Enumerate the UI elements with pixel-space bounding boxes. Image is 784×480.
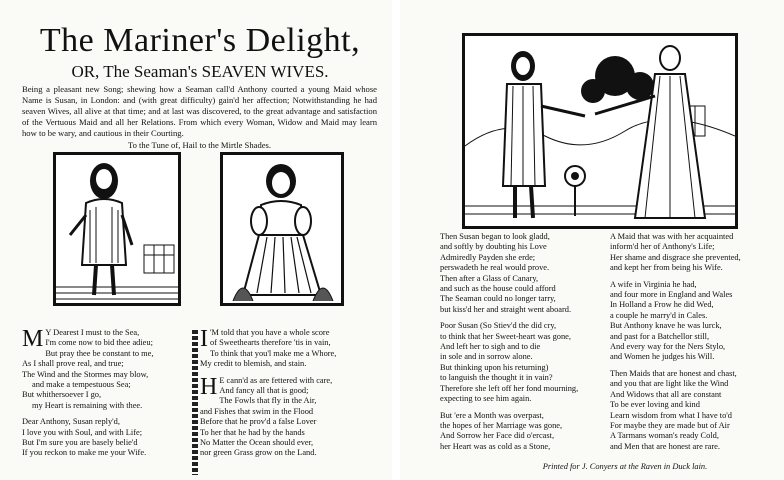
verse-line: But Anthony knave he was lurck, — [610, 321, 722, 331]
verse-line: But pray thee be constant to me, — [45, 348, 154, 358]
verse-line: The Seaman could no longer tarry, — [440, 294, 556, 304]
verse-line: A Maid that was with her acquainted — [610, 232, 734, 241]
stanza — [440, 411, 600, 453]
ballad-title: The Mariner's Delight, — [39, 22, 361, 59]
verse-line: but kiss'd her and straight went aboard. — [440, 304, 572, 314]
verse-line: No Matter the Ocean should ever, — [200, 438, 314, 448]
verse-line: and Men that are honest are rare. — [610, 441, 720, 451]
verse-line: and such as the house could afford — [440, 284, 556, 294]
verse-line: of Sweethearts therefore 'tis in vain, — [210, 338, 331, 348]
verse-line: But thinking upon his returning) — [440, 362, 549, 372]
verse-line: Then after a Glass of Canary, — [440, 273, 539, 283]
verse-line: To think that you'l make me a Whore, — [210, 348, 337, 358]
verse-line: Before that he prov'd a false Lover — [200, 417, 317, 427]
verse-line: Her shame and disgrace she prevented, — [610, 252, 741, 262]
verse-line: and past for a Batchellor still, — [610, 331, 710, 341]
verse-line: and kept her from being his Wife. — [610, 263, 723, 273]
verse-line: and Fishes that swim in the Flood — [200, 406, 314, 416]
stanza — [610, 369, 780, 452]
verse-line: The Fowls that fly in the Air, — [219, 396, 317, 406]
verse-line: Poor Susan (So Stiev'd the did cry, — [440, 321, 557, 331]
verse-line: The Wind and the Stormes may blow, — [22, 369, 149, 379]
woodcut-woman — [220, 152, 344, 306]
verse-line: And fancy all that is good; — [219, 386, 309, 396]
verse-line: To be ever loving and kind — [610, 400, 700, 410]
verse-line: For maybe they are made but of Air — [610, 420, 730, 430]
column-rule — [192, 330, 198, 475]
tune-line: To the Tune of, Hail to the Mirtle Shades. — [127, 140, 272, 150]
verse-line: Then Maids that are honest and chast, — [610, 368, 737, 378]
page-fold — [392, 0, 400, 480]
ballad-subtitle: OR, The Seaman's SEAVEN WIVES. — [71, 62, 329, 81]
verse-column-2 — [200, 328, 380, 465]
verse-line: my Heart is remaining with thee. — [32, 400, 143, 410]
verse-line: Learn wisdom from what I have to'd — [610, 410, 732, 420]
stanza — [610, 280, 780, 363]
verse-line: perswadeth he real would prove. — [440, 263, 550, 273]
stanza — [200, 328, 380, 370]
verse-column-3 — [440, 232, 600, 458]
verse-line: the hopes of her Marriage was gone, — [440, 420, 563, 430]
verse-line: her Heart was as cold as a Stone, — [440, 441, 551, 451]
verse-line: expecting to see him again. — [440, 394, 532, 404]
verse-line: If you reckon to make me your Wife. — [22, 448, 147, 458]
verse-line: Dear Anthony, Susan reply'd, — [22, 417, 120, 427]
verse-line: E cann'd as are fettered with care, — [219, 375, 333, 385]
verse-line: And every way for the Ners Stylo, — [610, 342, 726, 352]
verse-line: But 'ere a Month was overpast, — [440, 410, 544, 420]
verse-line: And left her to sigh and to die — [440, 342, 541, 352]
woodcut-man — [53, 152, 181, 306]
stanza — [22, 328, 187, 411]
verse-column-4 — [610, 232, 780, 458]
intro-paragraph: Being a pleasant new Song; shewing how a Seaman call'd Anthony courted a young Maid whose Name is Susan, in London: and (with great difficulty) gain'd her affection; Notwithstanding he had seaven Wives, all alive at that time; and at last was discovered, to the great advantage and satisfaction of the Vertuous Maid and all her Relations. From which every Woman, Widow and Maid may learn how to be wary, and cautious in their Courting. — [22, 84, 377, 138]
verse-line: Admiredly Payden she erde; — [440, 252, 536, 262]
verse-line: Then Susan began to look gladd, — [440, 232, 550, 241]
drop-cap: I — [200, 326, 208, 352]
verse-line: I'm come now to bid thee adieu; — [45, 338, 153, 348]
verse-line: In Holland a Frow he did Wed, — [610, 300, 714, 310]
verse-line: And Sorrow her Face did o'ercast, — [440, 431, 555, 441]
verse-column-1 — [22, 328, 187, 465]
verse-line: To her that he had by the hands — [200, 427, 305, 437]
verse-line: and you that are light like the Wind — [610, 379, 729, 389]
stanza — [610, 232, 780, 274]
verse-line: a couple he marry'd in Cales. — [610, 310, 708, 320]
verse-line: 'M told that you have a whole score — [210, 328, 330, 337]
verse-line: inform'd her of Anthony's Life; — [610, 242, 715, 252]
verse-line: Therefore she left off her fond mourning, — [440, 383, 579, 393]
verse-line: I love you with Soul, and with Life; — [22, 427, 143, 437]
verse-line: and Women he judges his Will. — [610, 352, 715, 362]
stanza — [440, 321, 600, 404]
verse-line: in sole and in sorrow alone. — [440, 352, 533, 362]
verse-line: nor green Grass grow on the Land. — [200, 448, 317, 458]
verse-line: And Widows that all are constant — [610, 389, 722, 399]
verse-line: to think that her Sweet-heart was gone, — [440, 331, 571, 341]
verse-line: As I shall prove real, and true; — [22, 359, 124, 369]
stanza — [200, 373, 380, 459]
verse-line: and four more in England and Wales — [610, 290, 733, 300]
drop-cap: M — [22, 326, 44, 352]
stanza — [440, 232, 600, 315]
verse-line: Y Dearest I must to the Sea, — [45, 328, 140, 337]
woodcut-courting-scene — [462, 33, 738, 229]
verse-line: But whithersoever I go, — [22, 390, 102, 400]
printer-imprint: Printed for J. Conyers at the Raven in Duck lain. — [542, 462, 708, 471]
verse-line: My credit to blemish, and stain. — [200, 359, 307, 369]
verse-line: and make a tempestuous Sea; — [32, 380, 131, 390]
drop-cap: H — [200, 373, 218, 400]
verse-line: A Tarmans woman's ready Cold, — [610, 431, 719, 441]
verse-line: and softly by doubting his Love — [440, 242, 547, 252]
verse-line: to languish the thought it in vain? — [440, 373, 553, 383]
verse-line: But I'm sure you are basely belie'd — [22, 438, 138, 448]
stanza — [22, 417, 187, 459]
verse-line: A wife in Virginia he had, — [610, 279, 697, 289]
